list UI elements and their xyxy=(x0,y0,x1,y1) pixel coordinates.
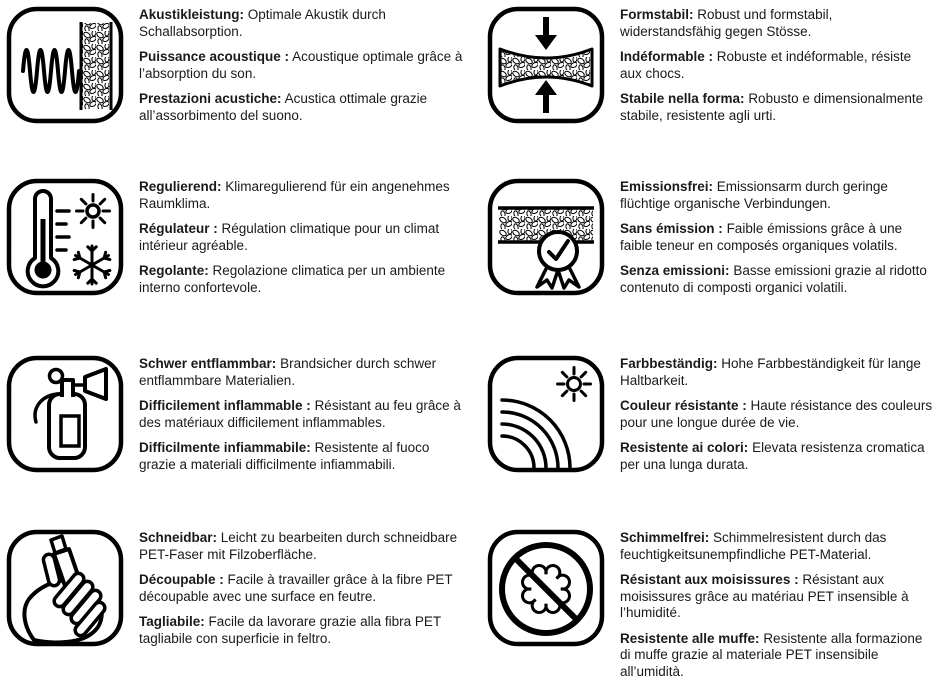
feature-label-de: Regulierend: xyxy=(139,179,222,194)
feature-label-it: Prestazioni acustiche: xyxy=(139,91,282,106)
feature-label-fr: Puissance acoustique : xyxy=(139,49,290,64)
feature-desc-fr: Robuste et indéformable, résiste aux chocs. xyxy=(620,49,912,81)
feature-label-fr: Difficilement inflammable : xyxy=(139,398,311,413)
feature-tile-acoustic xyxy=(0,0,468,170)
feature-paragraph-it xyxy=(139,263,468,296)
feature-paragraph-it xyxy=(139,91,468,124)
feature-paragraph-it xyxy=(139,614,468,647)
feature-desc-fr: Haute résistance des couleurs pour une longue durée de vie. xyxy=(620,398,933,430)
feature-label-fr: Sans émission : xyxy=(620,221,723,236)
color-fastness-icon xyxy=(486,354,606,474)
feature-label-it: Senza emissioni: xyxy=(620,263,730,278)
feature-label-de: Schwer entflammbar: xyxy=(139,356,277,371)
feature-desc-it: Facile da lavorare grazie alla fibra PET tagliabile con superficie in feltro. xyxy=(139,614,441,646)
feature-paragraph-it xyxy=(620,263,936,296)
feature-desc-fr: Acoustique optimale grâce à l’absorption du son. xyxy=(139,49,463,81)
feature-desc-de: Leicht zu bearbeiten durch schneidbare PET-Faser mit Filzoberfläche. xyxy=(139,530,458,562)
feature-desc-de: Klimaregulierend für ein angenehmes Raumklima. xyxy=(139,179,450,211)
feature-paragraph-de xyxy=(139,356,468,389)
feature-text-block xyxy=(139,528,468,647)
feature-label-de: Akustikleistung: xyxy=(139,7,245,22)
feature-paragraph-fr xyxy=(620,49,936,82)
feature-paragraph-de xyxy=(139,7,468,40)
feature-paragraph-fr xyxy=(139,49,468,82)
feature-label-it: Resistente alle muffe: xyxy=(620,630,760,646)
feature-tile-mold-free xyxy=(468,510,936,680)
feature-paragraph-fr xyxy=(139,398,468,431)
feature-label-it: Tagliabile: xyxy=(139,614,205,629)
feature-paragraph-fr xyxy=(139,572,468,605)
feature-text-block xyxy=(620,528,936,680)
feature-tile-color-fast xyxy=(468,340,936,510)
feature-paragraph-de xyxy=(620,7,936,40)
feature-paragraph-it xyxy=(620,91,936,124)
feature-label-de: Schneidbar: xyxy=(139,530,218,545)
feature-label-it: Stabile nella forma: xyxy=(620,91,745,106)
feature-paragraph-de xyxy=(620,530,936,563)
feature-tile-fire-resistant xyxy=(0,340,468,510)
feature-tile-shape-stability xyxy=(468,0,936,170)
feature-paragraph-fr xyxy=(620,221,936,254)
feature-paragraph-it xyxy=(620,440,936,473)
feature-tile-emission-free xyxy=(468,170,936,340)
climate-regulation-icon xyxy=(5,177,125,297)
feature-desc-it: Resistente al fuoco grazie a materiali difficilmente infiammabili. xyxy=(139,440,430,472)
feature-desc-fr: Résistant au feu grâce à des matériaux difficilement inflammables. xyxy=(139,398,461,430)
feature-label-fr: Résistant aux moisissures : xyxy=(620,572,799,587)
feature-desc-it: Robusto e dimensionalmente stabile, resistente agli urti. xyxy=(620,91,924,123)
feature-paragraph-it xyxy=(139,440,468,473)
feature-desc-fr: Résistant aux moisissures grâce au matériau PET insensible à l’humidité. xyxy=(620,572,909,620)
feature-text-block xyxy=(620,5,936,124)
feature-label-de: Formstabil: xyxy=(620,7,694,22)
feature-paragraph-it xyxy=(620,631,936,680)
feature-paragraph-de xyxy=(139,530,468,563)
feature-paragraph-de xyxy=(620,356,936,389)
sound-absorption-icon xyxy=(5,5,125,125)
feature-text-block xyxy=(620,177,936,296)
feature-desc-de: Robust und formstabil, widerstandsfähig gegen Stösse. xyxy=(620,7,833,39)
feature-desc-de: Emissionsarm durch geringe flüchtige organische Verbindungen. xyxy=(620,179,888,211)
feature-label-it: Difficilmente infiammabile: xyxy=(139,440,311,455)
feature-label-de: Emissionsfrei: xyxy=(620,179,714,194)
feature-desc-it: Acustica ottimale grazie all’assorbimento del suono. xyxy=(139,91,428,123)
feature-paragraph-fr xyxy=(620,398,936,431)
feature-desc-it: Regolazione climatica per un ambiente interno confortevole. xyxy=(139,263,446,295)
feature-desc-de: Schimmelresistent durch das feuchtigkeitsunempfindliche PET-Material. xyxy=(620,530,887,562)
feature-label-fr: Indéformable : xyxy=(620,49,714,64)
feature-paragraph-fr xyxy=(620,572,936,622)
feature-label-it: Regolante: xyxy=(139,263,209,278)
feature-text-block xyxy=(139,5,468,124)
feature-label-de: Schimmelfrei: xyxy=(620,530,710,545)
feature-tile-climate xyxy=(0,170,468,340)
shape-stability-icon xyxy=(486,5,606,125)
no-mold-icon xyxy=(486,528,606,648)
feature-desc-it: Resistente alla formazione di muffe grazie al materiale PET insensibile all’umidità. xyxy=(620,630,923,679)
emission-free-icon xyxy=(486,177,606,297)
feature-text-block xyxy=(620,354,936,473)
feature-paragraph-fr xyxy=(139,221,468,254)
feature-desc-fr: Facile à travailler grâce à la fibre PET découpable avec une surface en feutre. xyxy=(139,572,453,604)
feature-label-fr: Couleur résistante : xyxy=(620,398,747,413)
feature-desc-fr: Faible émissions grâce à une faible teneur en composés organiques volatils. xyxy=(620,221,903,253)
feature-label-fr: Découpable : xyxy=(139,572,224,587)
feature-paragraph-de xyxy=(139,179,468,212)
feature-desc-it: Elevata resistenza cromatica per una lunga durata. xyxy=(620,440,925,472)
feature-desc-de: Brandsicher durch schwer entflammbare Materialien. xyxy=(139,356,437,388)
cuttable-icon xyxy=(5,528,125,648)
feature-text-block xyxy=(139,177,468,296)
feature-label-it: Resistente ai colori: xyxy=(620,440,749,455)
fire-extinguisher-icon xyxy=(5,354,125,474)
feature-desc-de: Hohe Farbbeständigkeit für lange Haltbarkeit. xyxy=(620,356,921,388)
feature-text-block xyxy=(139,354,468,473)
feature-desc-it: Basse emissioni grazie al ridotto contenuto di composti organici volatili. xyxy=(620,263,927,295)
feature-label-de: Farbbeständig: xyxy=(620,356,718,371)
feature-label-fr: Régulateur : xyxy=(139,221,218,236)
feature-desc-fr: Régulation climatique pour un climat intérieur agréable. xyxy=(139,221,440,253)
feature-tile-cuttable xyxy=(0,510,468,680)
feature-desc-de: Optimale Akustik durch Schallabsorption. xyxy=(139,7,386,39)
feature-paragraph-de xyxy=(620,179,936,212)
